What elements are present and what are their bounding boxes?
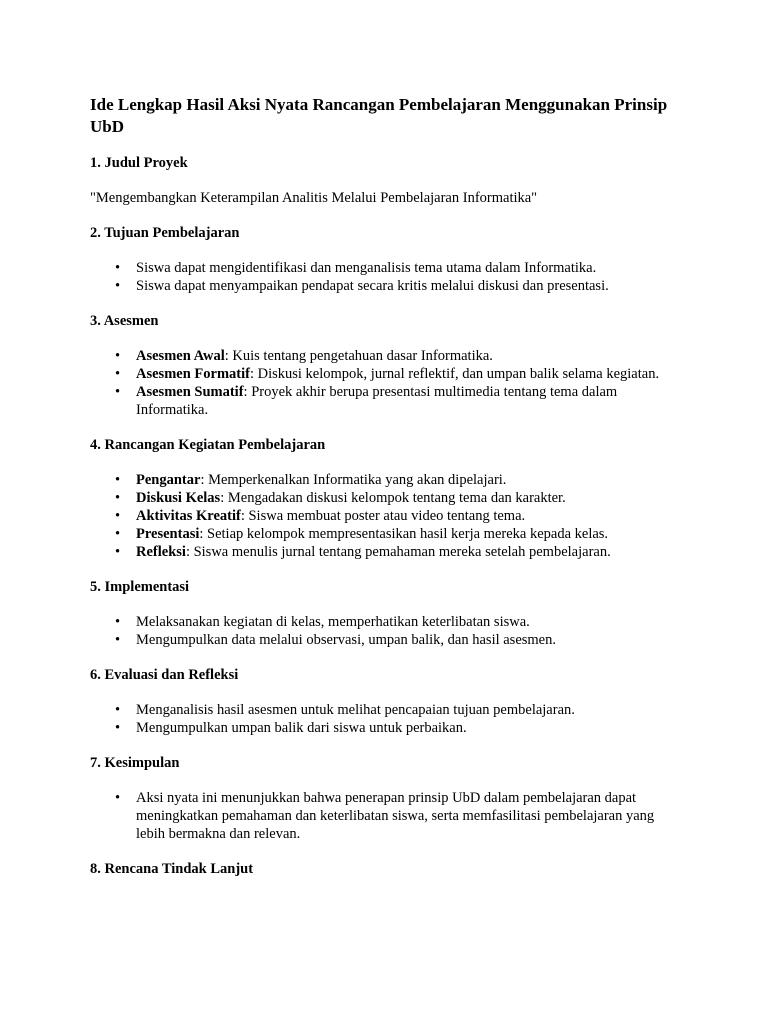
bullet-list [90,789,682,843]
bullet-list [90,701,682,737]
list-item [115,525,682,543]
item-text: : Siswa membuat poster atau video tentang tema. [240,508,526,524]
bullet-icon: • [115,384,121,400]
item-text: : Mengadakan diskusi kelompok tentang tema dan karakter. [220,490,566,506]
item-term: Asesmen Sumatif [136,384,244,400]
item-text: : Kuis tentang pengetahuan dasar Informatika. [224,348,493,364]
item-text: Mengumpulkan umpan balik dari siswa untuk perbaikan. [136,720,467,736]
bullet-icon: • [115,544,121,560]
bullet-icon: • [115,278,121,294]
section-asesmen [90,312,682,419]
item-text: Aksi nyata ini menunjukkan bahwa penerapan prinsip UbD dalam pembelajaran dapat meningkatkan pemahaman dan keterlibatan siswa, serta memfasilitasi pembelajaran yang lebih bermakna dan relevan. [136,790,655,842]
section-heading: 6. Evaluasi dan Refleksi [90,667,239,683]
section-evaluasi-refleksi [90,666,682,737]
item-text: : Diskusi kelompok, jurnal reflektif, dan umpan balik selama kegiatan. [249,366,660,382]
document-title: Ide Lengkap Hasil Aksi Nyata Rancangan Pembelajaran Menggunakan Prinsip UbD [90,95,668,136]
item-text: Siswa dapat menyampaikan pendapat secara kritis melalui diskusi dan presentasi. [136,278,609,294]
list-item [115,489,682,507]
bullet-icon: • [115,260,121,276]
section-tujuan-pembelajaran [90,224,682,295]
list-item [115,471,682,489]
item-text: : Proyek akhir berupa presentasi multimedia tentang tema dalam Informatika. [136,384,618,418]
item-text: : Siswa menulis jurnal tentang pemahaman mereka setelah pembelajaran. [185,544,611,560]
list-item [115,789,682,843]
section-heading: 4. Rancangan Kegiatan Pembelajaran [90,437,326,453]
list-item [115,613,682,631]
list-item [115,631,682,649]
bullet-icon: • [115,490,121,506]
item-term: Aktivitas Kreatif [136,508,241,524]
section-kesimpulan [90,754,682,843]
section-rancangan-kegiatan [90,436,682,561]
bullet-icon: • [115,702,121,718]
list-item [115,543,682,561]
item-text: : Memperkenalkan Informatika yang akan dipelajari. [200,472,507,488]
bullet-icon: • [115,366,121,382]
list-item [115,719,682,737]
item-text: Mengumpulkan data melalui observasi, umpan balik, dan hasil asesmen. [136,632,556,648]
list-item [115,507,682,525]
section-heading: 1. Judul Proyek [90,155,188,171]
section-heading: 2. Tujuan Pembelajaran [90,225,240,241]
section-heading: 7. Kesimpulan [90,755,180,771]
list-item [115,365,682,383]
bullet-list [90,259,682,295]
bullet-icon: • [115,508,121,524]
bullet-icon: • [115,472,121,488]
bullet-list [90,347,682,419]
section-heading: 8. Rencana Tindak Lanjut [90,861,254,877]
item-term: Refleksi [136,544,186,560]
bullet-list [90,613,682,649]
item-term: Pengantar [136,472,201,488]
item-term: Diskusi Kelas [136,490,221,506]
list-item [115,277,682,295]
item-term: Asesmen Formatif [136,366,250,382]
list-item [115,383,682,419]
bullet-icon: • [115,614,121,630]
bullet-icon: • [115,790,121,806]
bullet-list [90,471,682,561]
item-text: Siswa dapat mengidentifikasi dan menganalisis tema utama dalam Informatika. [136,260,597,276]
item-text: Melaksanakan kegiatan di kelas, memperhatikan keterlibatan siswa. [136,614,530,630]
section-implementasi [90,578,682,649]
list-item [115,701,682,719]
item-term: Asesmen Awal [136,348,225,364]
bullet-icon: • [115,632,121,648]
section-heading: 5. Implementasi [90,579,190,595]
bullet-icon: • [115,526,121,542]
section-heading: 3. Asesmen [90,313,159,329]
list-item [115,259,682,277]
bullet-icon: • [115,348,121,364]
section-judul-proyek [90,154,682,207]
item-term: Presentasi [136,526,200,542]
bullet-icon: • [115,720,121,736]
section-paragraph: "Mengembangkan Keterampilan Analitis Melalui Pembelajaran Informatika" [90,190,538,206]
item-text: Menganalisis hasil asesmen untuk melihat pencapaian tujuan pembelajaran. [136,702,575,718]
list-item [115,347,682,365]
section-rencana-tindak-lanjut [90,860,682,878]
item-text: : Setiap kelompok mempresentasikan hasil kerja mereka kepada kelas. [199,526,609,542]
